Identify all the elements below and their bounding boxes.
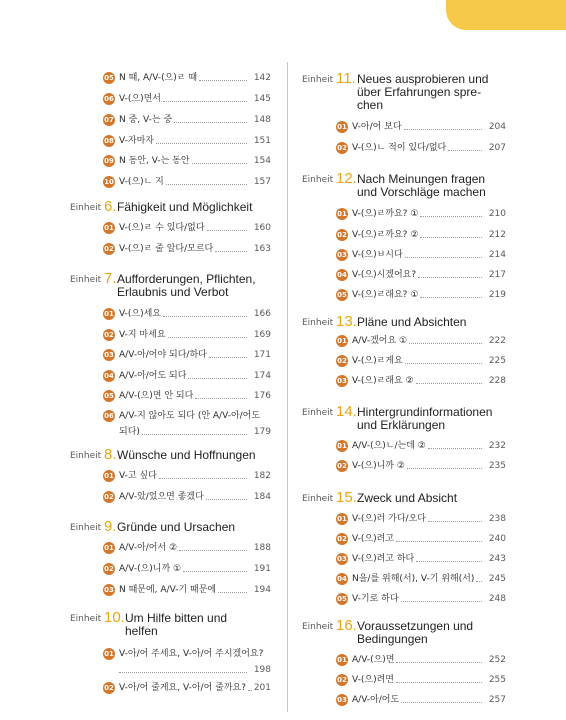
einheit-label: Einheit <box>302 494 334 504</box>
dot-leader <box>401 702 482 703</box>
entry-page-number: 145 <box>253 94 271 104</box>
chapter-number: 8. <box>104 446 117 463</box>
dot-leader <box>420 237 482 238</box>
entry-page-number: 157 <box>253 177 271 187</box>
toc-entry[interactable] <box>103 540 271 556</box>
entry-page-number: 225 <box>488 356 506 366</box>
toc-entry[interactable] <box>103 112 271 128</box>
entry-page-number: 188 <box>253 543 271 553</box>
dot-leader <box>428 448 482 449</box>
entry-page-number: 222 <box>488 336 506 346</box>
entry-number-badge: 04 <box>337 575 347 583</box>
entry-label: V-(으)시겠어요? <box>352 270 417 280</box>
chapter-title-line: Neues ausprobieren und <box>357 72 489 86</box>
entry-label: V-(으)세요 <box>119 309 161 319</box>
dot-leader <box>163 316 247 317</box>
entry-number-badge: 01 <box>104 310 114 318</box>
entry-label: N 때, A/V-(으)ㄹ 때 <box>119 73 198 83</box>
dot-leader <box>142 434 247 435</box>
dot-leader <box>428 521 482 522</box>
toc-entry[interactable] <box>103 408 271 440</box>
entry-page-number: 255 <box>488 675 506 685</box>
entry-label: V-(으)니까 ② <box>352 461 405 471</box>
dot-leader <box>396 541 482 542</box>
toc-entry[interactable] <box>103 306 271 322</box>
entry-label: A/V-지 않아도 되다 (안 A/V-아/어도 <box>119 411 261 421</box>
entry-label-continued: 되다) <box>119 427 140 437</box>
dot-leader <box>192 163 247 164</box>
toc-entry[interactable] <box>336 438 506 454</box>
entry-number-badge: 02 <box>104 245 114 253</box>
toc-entry[interactable] <box>336 353 506 369</box>
toc-entry[interactable] <box>103 468 271 484</box>
dot-leader <box>405 257 482 258</box>
entry-number-badge: 03 <box>104 586 114 594</box>
dot-leader <box>179 550 247 551</box>
entry-label: V-고 싶다 <box>119 471 157 481</box>
einheit-label: Einheit <box>70 523 102 533</box>
toc-entry[interactable] <box>336 287 506 303</box>
entry-page-number: 214 <box>488 250 506 260</box>
chapter-title-line: chen <box>357 98 384 112</box>
toc-entry[interactable] <box>336 591 506 607</box>
einheit-label: Einheit <box>70 275 102 285</box>
entry-number-badge: 01 <box>337 442 347 450</box>
entry-page-number: 194 <box>253 585 271 595</box>
entry-number-badge: 03 <box>337 377 347 385</box>
entry-number-badge: 02 <box>104 565 114 573</box>
entry-label: A/V-(으)니까 ① <box>119 564 182 574</box>
toc-entry[interactable] <box>103 70 271 86</box>
dot-leader <box>195 398 247 399</box>
entry-label: V-기로 하다 <box>352 594 399 604</box>
entry-number-badge: 03 <box>337 696 347 704</box>
entry-page-number: 243 <box>488 554 506 564</box>
dot-leader <box>248 690 252 691</box>
entry-label: V-(으)려고 하다 <box>352 554 415 564</box>
dot-leader <box>207 230 247 231</box>
entry-number-badge: 02 <box>337 144 347 152</box>
toc-entry[interactable] <box>336 652 506 668</box>
entry-label: V-(으)ㅂ시다 <box>352 250 403 260</box>
entry-number-badge: 01 <box>337 337 347 345</box>
chapter-title-line: Bedingungen <box>357 632 428 646</box>
toc-entry[interactable] <box>103 153 271 169</box>
entry-label: A/V-(으)면 <box>352 655 395 665</box>
entry-number-badge: 06 <box>104 412 114 420</box>
toc-entry[interactable] <box>103 241 271 257</box>
entry-page-number: 217 <box>488 270 506 280</box>
entry-label: V-(으)러 가다/오다 <box>352 514 426 524</box>
toc-entry[interactable] <box>103 347 271 363</box>
entry-number-badge: 06 <box>104 95 114 103</box>
chapter-title-line: Hintergrundinformationen <box>357 405 493 419</box>
entry-page-number: 179 <box>253 427 271 437</box>
entry-page-number: 212 <box>488 230 506 240</box>
entry-label: V-(으)면서 <box>119 94 161 104</box>
entry-number-badge: 03 <box>104 351 114 359</box>
entry-page-number: 235 <box>488 461 506 471</box>
entry-page-number: 184 <box>253 492 271 502</box>
entry-page-number: 176 <box>253 391 271 401</box>
entry-number-badge: 03 <box>337 251 347 259</box>
entry-label: V-아/어 주세요, V-아/어 주시겠어요? <box>119 649 264 659</box>
entry-number-badge: 02 <box>337 462 347 470</box>
entry-page-number: 204 <box>488 122 506 132</box>
entry-page-number: 219 <box>488 290 506 300</box>
entry-label: V-(으)ㄹ까요? ② <box>352 230 419 240</box>
dot-leader <box>119 672 247 673</box>
entry-number-badge: 02 <box>337 231 347 239</box>
einheit-label: Einheit <box>70 203 102 213</box>
einheit-label: Einheit <box>302 75 334 85</box>
einheit-label: Einheit <box>70 451 102 461</box>
toc-entry[interactable] <box>103 174 271 190</box>
entry-page-number: 240 <box>488 534 506 544</box>
dot-leader <box>405 363 482 364</box>
toc-entry[interactable] <box>336 511 506 527</box>
entry-label: V-(으)ㄹ 수 있다/없다 <box>119 223 205 233</box>
entry-number-badge: 05 <box>337 595 347 603</box>
entry-page-number: 151 <box>253 136 271 146</box>
dot-leader <box>407 468 482 469</box>
entry-label: A/V-아/어도 <box>352 695 400 705</box>
chapter-title-line: und Vorschläge machen <box>357 185 486 199</box>
entry-page-number: 160 <box>253 223 271 233</box>
chapter-number: 9. <box>104 518 117 535</box>
entry-label: A/V-(으)ㄴ/는데 ② <box>352 441 426 451</box>
entry-label: N을/를 위해(서), V-기 위해(서) <box>352 574 475 584</box>
entry-page-number: 169 <box>253 330 271 340</box>
entry-label: V-자마자 <box>119 136 154 146</box>
toc-entry[interactable] <box>103 646 271 678</box>
entry-page-number: 201 <box>253 683 271 693</box>
chapter-title-line: helfen <box>125 624 158 638</box>
entry-number-badge: 01 <box>337 210 347 218</box>
chapter-title-line: Um Hilfe bitten und <box>125 611 228 625</box>
dot-leader <box>401 601 482 602</box>
toc-entry[interactable] <box>103 680 271 696</box>
entry-number-badge: 02 <box>104 331 114 339</box>
toc-entry[interactable] <box>103 133 271 149</box>
entry-label: V-(으)ㄴ 지 <box>119 177 164 187</box>
chapter-title-line: Voraussetzungen und <box>357 619 474 633</box>
entry-page-number: 174 <box>253 371 271 381</box>
dot-leader <box>188 378 247 379</box>
entry-label: A/V-겠어요 ① <box>352 336 408 346</box>
entry-number-badge: 01 <box>337 656 347 664</box>
entry-number-badge: 02 <box>104 493 114 501</box>
toc-entry[interactable] <box>103 91 271 107</box>
dot-leader <box>206 499 247 500</box>
chapter-number: 7. <box>104 270 117 287</box>
toc-entry[interactable] <box>336 692 506 708</box>
entry-number-badge: 02 <box>337 535 347 543</box>
entry-label: N 중, V-는 중 <box>119 115 173 125</box>
chapter-title-line: über Erfahrungen spre- <box>357 85 482 99</box>
entry-number-badge: 08 <box>104 137 114 145</box>
chapter-title-line: Nach Meinungen fragen <box>357 172 486 186</box>
toc-entry[interactable] <box>103 368 271 384</box>
chapter-number: 11. <box>336 70 356 87</box>
entry-number-badge: 03 <box>337 555 347 563</box>
dot-leader <box>409 343 482 344</box>
entry-page-number: 191 <box>253 564 271 574</box>
entry-label: A/V-아/어야 되다/하다 <box>119 350 207 360</box>
entry-number-badge: 01 <box>104 472 114 480</box>
dot-leader <box>420 297 482 298</box>
entry-label: V-아/어 보다 <box>352 122 402 132</box>
page-corner-tab <box>446 0 566 30</box>
chapter-number: 10. <box>104 609 125 626</box>
toc-entry[interactable] <box>336 551 506 567</box>
chapter-number: 16. <box>336 617 357 634</box>
entry-number-badge: 05 <box>104 392 114 400</box>
toc-entry[interactable] <box>336 227 506 243</box>
entry-page-number: 171 <box>253 350 271 360</box>
chapter-title-line: Fähigkeit und Möglichkeit <box>117 200 253 214</box>
entry-page-number: 148 <box>253 115 271 125</box>
entry-label: V-(으)ㄹ래요? ① <box>352 290 419 300</box>
einheit-label: Einheit <box>302 622 334 632</box>
dot-leader <box>396 682 482 683</box>
column-divider <box>287 62 288 712</box>
entry-number-badge: 01 <box>104 650 114 658</box>
toc-entry[interactable] <box>336 119 506 135</box>
entry-number-badge: 01 <box>337 515 347 523</box>
dot-leader <box>404 129 482 130</box>
chapter-title-line: Gründe und Ursachen <box>117 520 236 534</box>
chapter-number: 15. <box>336 489 357 506</box>
entry-page-number: 232 <box>488 441 506 451</box>
dot-leader <box>476 581 482 582</box>
entry-label: A/V-아/어도 되다 <box>119 371 187 381</box>
toc-entry[interactable] <box>336 206 506 222</box>
entry-number-badge: 04 <box>104 372 114 380</box>
dot-leader <box>168 337 247 338</box>
einheit-label: Einheit <box>302 175 334 185</box>
entry-page-number: 238 <box>488 514 506 524</box>
entry-label: V-(으)ㄴ 적이 있다/없다 <box>352 143 447 153</box>
chapter-title-line: Erlaubnis und Verbot <box>117 285 229 299</box>
dot-leader <box>215 251 247 252</box>
entry-page-number: 228 <box>488 376 506 386</box>
dot-leader <box>156 143 247 144</box>
entry-number-badge: 05 <box>337 291 347 299</box>
entry-label: V-(으)ㄹ까요? ① <box>352 209 419 219</box>
entry-label: A/V-아/어서 ② <box>119 543 178 553</box>
toc-entry[interactable] <box>336 333 506 349</box>
entry-page-number: 198 <box>253 665 271 675</box>
entry-page-number: 248 <box>488 594 506 604</box>
entry-page-number: 142 <box>253 73 271 83</box>
entry-number-badge: 02 <box>104 684 114 692</box>
entry-label: V-(으)ㄹ게요 <box>352 356 403 366</box>
entry-page-number: 210 <box>488 209 506 219</box>
entry-label: N 때문에, A/V-기 때문에 <box>119 585 217 595</box>
toc-entry[interactable] <box>103 561 271 577</box>
chapter-number: 14. <box>336 403 357 420</box>
entry-page-number: 257 <box>488 695 506 705</box>
chapter-title-line: und Erklärungen <box>357 418 446 432</box>
entry-number-badge: 07 <box>104 116 114 124</box>
chapter-number: 6. <box>104 198 117 215</box>
entry-number-badge: 01 <box>104 224 114 232</box>
toc-entry[interactable] <box>336 247 506 263</box>
dot-leader <box>163 101 247 102</box>
chapter-number: 12. <box>336 170 357 187</box>
dot-leader <box>174 122 247 123</box>
dot-leader <box>416 561 482 562</box>
entry-number-badge: 10 <box>104 178 114 186</box>
einheit-label: Einheit <box>302 318 334 328</box>
toc-entry[interactable] <box>336 373 506 389</box>
entry-number-badge: 04 <box>337 271 347 279</box>
toc-entry[interactable] <box>103 388 271 404</box>
dot-leader <box>396 662 482 663</box>
entry-label: A/V-(으)면 안 되다 <box>119 391 194 401</box>
chapter-title-line: Pläne und Absichten <box>357 315 467 329</box>
entry-label: V-(으)려고 <box>352 534 394 544</box>
chapter-title-line: Zweck und Absicht <box>357 491 458 505</box>
entry-label: V-지 마세요 <box>119 330 166 340</box>
toc-entry[interactable] <box>103 327 271 343</box>
einheit-label: Einheit <box>302 408 334 418</box>
entry-number-badge: 02 <box>337 357 347 365</box>
dot-leader <box>166 184 247 185</box>
entry-label: N 동안, V-는 동안 <box>119 156 190 166</box>
entry-page-number: 207 <box>488 143 506 153</box>
dot-leader <box>159 478 247 479</box>
entry-page-number: 163 <box>253 244 271 254</box>
toc-entry[interactable] <box>336 531 506 547</box>
toc-entry[interactable] <box>336 672 506 688</box>
entry-label: V-(으)려면 <box>352 675 394 685</box>
toc-entry[interactable] <box>103 489 271 505</box>
entry-number-badge: 02 <box>337 676 347 684</box>
dot-leader <box>218 592 247 593</box>
entry-number-badge: 05 <box>104 74 114 82</box>
dot-leader <box>420 216 482 217</box>
toc-entry[interactable] <box>336 571 506 587</box>
chapter-number: 13. <box>336 313 357 330</box>
dot-leader <box>416 383 482 384</box>
toc-entry[interactable] <box>103 582 271 598</box>
toc-entry[interactable] <box>336 140 506 156</box>
dot-leader <box>448 150 482 151</box>
entry-number-badge: 09 <box>104 157 114 165</box>
dot-leader <box>418 277 482 278</box>
dot-leader <box>199 80 247 81</box>
entry-label: V-아/어 줄게요, V-아/어 줄까요? <box>119 683 246 693</box>
entry-page-number: 182 <box>253 471 271 481</box>
entry-page-number: 154 <box>253 156 271 166</box>
toc-entry[interactable] <box>336 458 506 474</box>
dot-leader <box>183 571 247 572</box>
dot-leader <box>209 357 247 358</box>
entry-number-badge: 01 <box>104 544 114 552</box>
einheit-label: Einheit <box>70 614 102 624</box>
entry-label: V-(으)ㄹ 줄 알다/모르다 <box>119 244 214 254</box>
entry-page-number: 252 <box>488 655 506 665</box>
entry-page-number: 166 <box>253 309 271 319</box>
chapter-title-line: Wünsche und Hoffnungen <box>117 448 256 462</box>
toc-entry[interactable] <box>336 267 506 283</box>
entry-label: A/V-았/었으면 좋겠다 <box>119 492 204 502</box>
entry-page-number: 245 <box>488 574 506 584</box>
entry-number-badge: 01 <box>337 123 347 131</box>
chapter-title-line: Aufforderungen, Pflichten, <box>117 272 256 286</box>
entry-label: V-(으)ㄹ래요 ② <box>352 376 414 386</box>
toc-entry[interactable] <box>103 220 271 236</box>
